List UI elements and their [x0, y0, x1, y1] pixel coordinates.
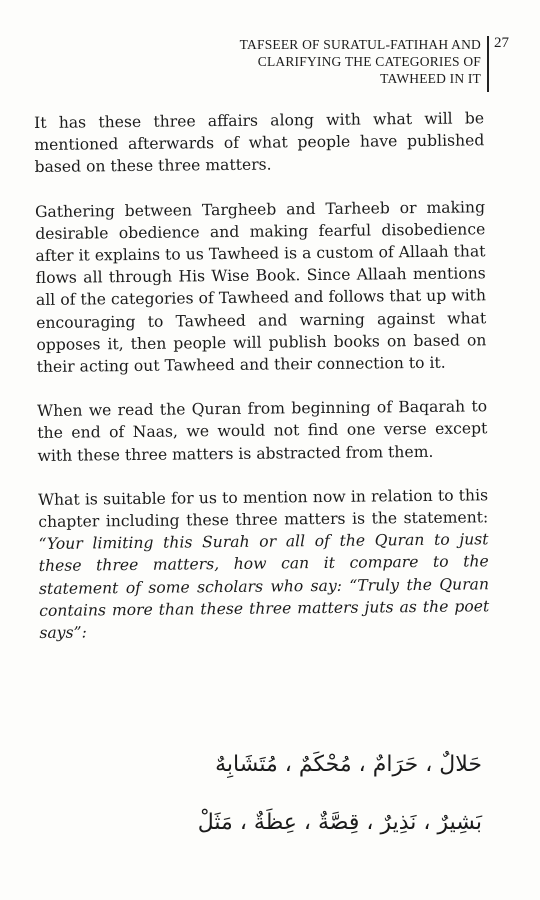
paragraph-with-quote — [38, 484, 490, 644]
header-divider — [487, 36, 489, 92]
body-text — [34, 107, 490, 666]
header-title-line: CLARIFYING THE CATEGORIES OF — [257, 54, 481, 69]
arabic-poem-line-1: حَلالٌ ، حَرَامٌ ، مُحْكَمٌ ، مُتَشَابِهٌ — [215, 752, 482, 777]
paragraph: Gathering between Targheeb and Tarheeb or making desirable obedience and making fearful disobedience after it explains to us Tawheed is a custom of Allaah that flows all through His Wise Book. Since Allaah mentions all of the categories of Tawheed and follows that up with encouraging to Tawheed and warning against what opposes it, then people will publish books on based on their acting out Tawheed and their connection to it. — [34, 197, 487, 377]
page-number: 27 — [494, 35, 509, 51]
running-header — [0, 36, 540, 96]
paragraph: It has these three affairs along with what will be mentioned afterwards of what people have published based on these three matters. — [34, 109, 485, 177]
header-title-line: TAWHEED IN IT — [380, 71, 481, 86]
paragraph: When we read the Quran from beginning of Baqarah to the end of Naas, we would not find one verse except with these three matters is abstracted from them. — [37, 397, 488, 465]
quoted-statement: “Your limiting this Surah or all of the Quran to just these three matters, how can it compare to the statement of some scholars who say: “Truly the Quran contains more than these three matters juts as the poet says”: — [38, 530, 490, 643]
running-header-title — [141, 36, 481, 87]
header-title-line: TAFSEER OF SURATUL-FATIHAH AND — [239, 37, 481, 52]
paragraph-intro: What is suitable for us to mention now in relation to this chapter including these three matters is the statement: — [37, 486, 489, 532]
arabic-poem-line-2: بَشِيرٌ ، نَذِيرٌ ، قِصَّةٌ ، عِظَةٌ ، مَثَلْ — [197, 810, 482, 835]
